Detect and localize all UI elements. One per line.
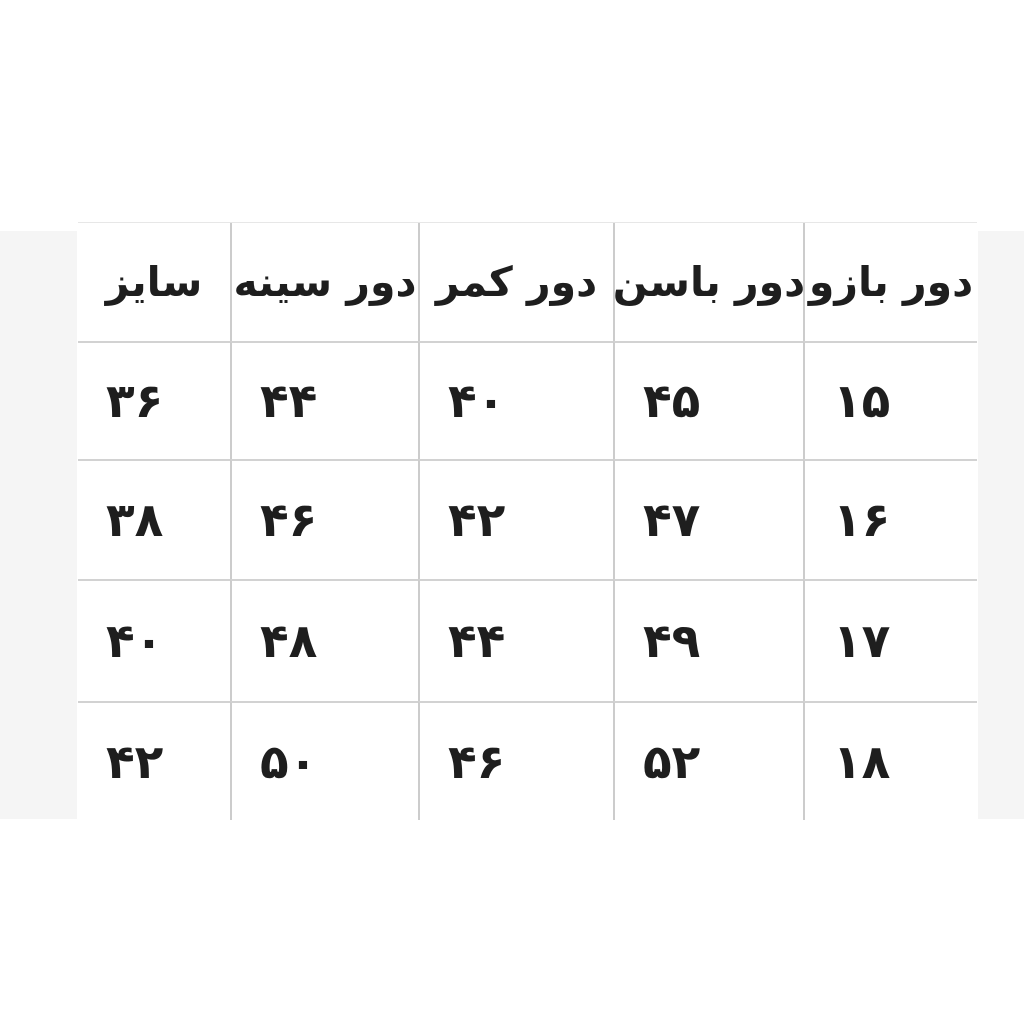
cell-row1-arm: ۱۵ — [803, 341, 977, 459]
cell-row1-chest: ۴۴ — [230, 341, 418, 459]
cell-row3-hip: ۴۹ — [613, 579, 803, 701]
cell-row3-size: ۴۰ — [78, 579, 230, 701]
header-size: سایز — [105, 258, 203, 306]
cell-row3-chest: ۴۸ — [230, 579, 418, 701]
size-chart-table — [78, 222, 977, 820]
cell-row2-waist: ۴۲ — [418, 459, 613, 579]
photo-left-margin — [0, 231, 77, 819]
cell-row2-hip: ۴۷ — [613, 459, 803, 579]
cell-row4-arm: ۱۸ — [803, 701, 977, 820]
cell-row4-size: ۴۲ — [78, 701, 230, 820]
cell-row2-arm: ۱۶ — [803, 459, 977, 579]
cell-row1-size: ۳۶ — [78, 341, 230, 459]
header-chest: دور سینه — [230, 223, 418, 341]
cell-row1-hip: ۴۵ — [613, 341, 803, 459]
cell-row4-hip: ۵۲ — [613, 701, 803, 820]
cell-row2-size: ۳۸ — [78, 459, 230, 579]
photo-right-margin — [978, 231, 1024, 819]
cell-row4-chest: ۵۰ — [230, 701, 418, 820]
header-waist: دور کمر — [418, 223, 613, 341]
header-hip: دور باسن — [613, 223, 803, 341]
header-arm: دور بازو — [803, 223, 977, 341]
cell-row4-waist: ۴۶ — [418, 701, 613, 820]
cell-row3-waist: ۴۴ — [418, 579, 613, 701]
cell-row2-chest: ۴۶ — [230, 459, 418, 579]
cell-row3-arm: ۱۷ — [803, 579, 977, 701]
cell-row1-waist: ۴۰ — [418, 341, 613, 459]
